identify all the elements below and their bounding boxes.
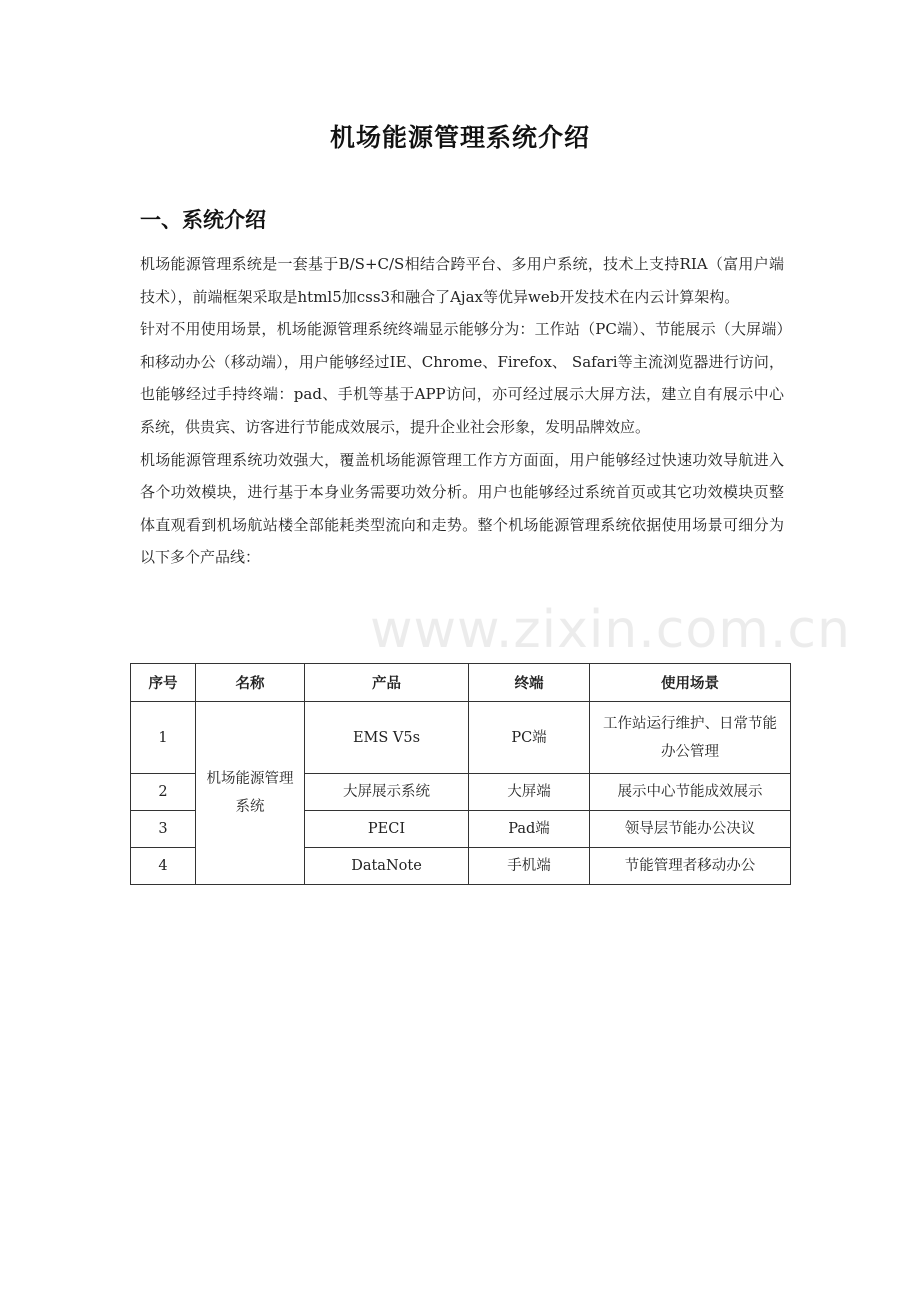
cell-no: 2	[131, 774, 196, 811]
header-product: 产品	[305, 664, 469, 702]
cell-scene: 展示中心节能成效展示	[590, 774, 791, 811]
cell-terminal: 手机端	[469, 848, 590, 885]
product-table-wrapper	[130, 663, 791, 885]
cell-scene: 节能管理者移动办公	[590, 848, 791, 885]
cell-product: 大屏展示系统	[305, 774, 469, 811]
cell-no: 4	[131, 848, 196, 885]
table-header-row	[131, 664, 791, 702]
cell-scene: 领导层节能办公决议	[590, 811, 791, 848]
cell-terminal: 大屏端	[469, 774, 590, 811]
document-title: 机场能源管理系统介绍	[329, 123, 590, 152]
table-row	[131, 702, 791, 774]
product-table	[130, 663, 791, 885]
header-no: 序号	[131, 664, 196, 702]
body-text	[140, 248, 784, 574]
header-scene: 使用场景	[590, 664, 791, 702]
header-name: 名称	[196, 664, 305, 702]
paragraph-features: 机场能源管理系统功效强大，覆盖机场能源管理工作方方面面，用户能够经过快速功效导航进入各个功效模块，进行基于本身业务需要功效分析。用户也能够经过系统首页或其它功效模块页整体直观看到机场航站楼全部能耗类型流向和走势。整个机场能源管理系统依据使用场景可细分为以下多个产品线：	[140, 450, 784, 567]
cell-merged-name: 机场能源管理系统	[196, 702, 305, 885]
section-heading: 一、系统介绍	[140, 208, 266, 232]
cell-no: 1	[131, 702, 196, 774]
watermark-text: www.zixin.com.cn	[370, 600, 851, 660]
cell-product: EMS V5s	[305, 702, 469, 774]
cell-terminal: PC端	[469, 702, 590, 774]
header-terminal: 终端	[469, 664, 590, 702]
cell-product: DataNote	[305, 848, 469, 885]
paragraph-scenarios: 针对不用使用场景，机场能源管理系统终端显示能够分为：工作站（PC端）、节能展示（大屏端）和移动办公（移动端），用户能够经过IE、Chrome、Firefox、 Safari等主流浏览器进行访问，也能够经过手持终端：pad、手机等基于APP访问，亦可经过展示大屏方法，建立自有展示中心系统，供贵宾、访客进行节能成效展示，提升企业社会形象，发明品牌效应。	[140, 320, 784, 436]
cell-scene: 工作站运行维护、日常节能办公管理	[590, 702, 791, 774]
cell-product: PECI	[305, 811, 469, 848]
cell-no: 3	[131, 811, 196, 848]
cell-terminal: Pad端	[469, 811, 590, 848]
paragraph-intro: 机场能源管理系统是一套基于B/S+C/S相结合跨平台、多用户系统，技术上支持RIA（富用户端技术），前端框架采取是html5加css3和融合了Ajax等优异web开发技术在内云计算架构。	[140, 255, 784, 306]
